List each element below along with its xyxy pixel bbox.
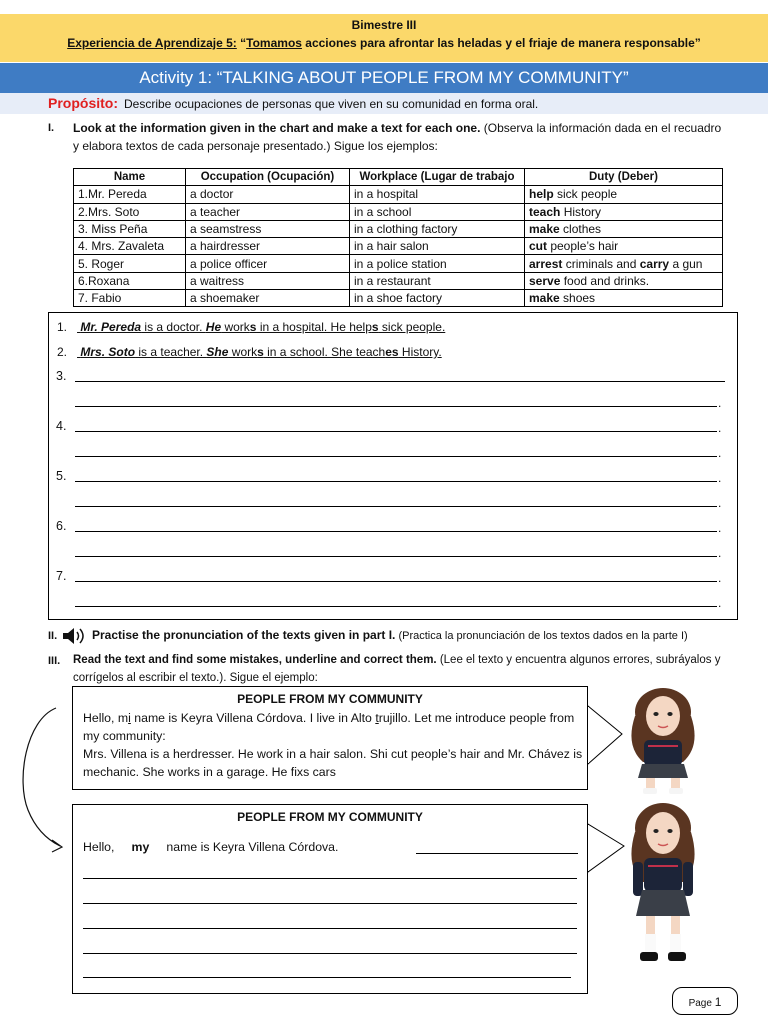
duty-text: people’s hair <box>547 239 619 254</box>
write-line[interactable] <box>75 606 717 607</box>
example-suffix: es <box>385 345 399 359</box>
example-text: work <box>221 320 250 334</box>
activity-title: Activity 1: “TALKING ABOUT PEOPLE FROM MY COMMUNITY” <box>0 63 768 93</box>
write-line[interactable] <box>75 456 717 457</box>
part3-instruction-rest: (Lee el texto y encuentra algunos errores, subráyalos y corrígelos al escribir el texto.). Sigue el ejemplo: <box>73 654 721 684</box>
cell-name: 4. Mrs. Zavaleta <box>74 238 186 255</box>
example-suffix: s <box>257 345 264 359</box>
corrected-text-box <box>72 804 588 994</box>
example-pronoun: She <box>206 345 229 359</box>
chart-header-row <box>74 169 723 186</box>
original-text: Hello, m <box>83 711 129 725</box>
table-row <box>74 220 723 237</box>
part2-instruction-bold: Practise the pronunciation of the texts given in part I. <box>92 628 396 642</box>
cell-occupation: a doctor <box>186 186 350 203</box>
example-suffix: s <box>249 320 257 334</box>
table-row <box>74 290 723 307</box>
cell-duty <box>525 238 723 255</box>
original-text: rujillo. Let me introduce people from my community: <box>83 711 575 743</box>
cell-occupation: a police officer <box>186 255 350 272</box>
example-text: in a school. She teach <box>263 345 386 359</box>
duty-text: shoes <box>559 291 596 306</box>
col-header-name: Name <box>74 169 186 186</box>
purpose-text: Describe ocupaciones de personas que viven en su comunidad en forma oral. <box>124 97 539 111</box>
part2-instruction <box>92 626 742 645</box>
example-name: Mrs. Soto <box>80 345 136 359</box>
part3-numeral: III. <box>48 655 61 667</box>
corrected-word-my: my <box>131 840 150 854</box>
duty-verb: carry <box>639 256 670 271</box>
write-line[interactable] <box>416 853 578 854</box>
duty-verb: make <box>529 222 560 237</box>
cell-name: 2.Mrs. Soto <box>74 203 186 220</box>
cell-occupation: a waitress <box>186 272 350 289</box>
example-text: work <box>228 345 258 359</box>
col-header-workplace: Workplace (Lugar de trabajo <box>350 169 525 186</box>
example-text: sick people. <box>378 320 446 334</box>
duty-verb: serve <box>529 273 561 288</box>
line-end-period: . <box>718 596 722 610</box>
example-number: 2. <box>57 345 68 359</box>
experiencia-first-word: Tomamos <box>246 36 302 50</box>
occupation-chart <box>73 168 723 307</box>
duty-verb: help <box>529 187 554 202</box>
table-row <box>74 272 723 289</box>
experiencia-line <box>0 34 768 52</box>
girl-character-illustration <box>588 686 738 796</box>
cell-duty <box>525 272 723 289</box>
write-line[interactable] <box>83 878 577 879</box>
line-end-period: . <box>718 521 722 535</box>
cell-workplace: in a school <box>350 203 525 220</box>
write-line[interactable] <box>75 431 717 432</box>
girl-character-illustration <box>588 800 738 972</box>
duty-text: food and drinks. <box>560 273 650 288</box>
part1-instruction-bold: Look at the information given in the chart and make a text for each one. <box>73 121 481 135</box>
line-end-period: . <box>718 421 722 435</box>
speaker-icon[interactable] <box>62 627 88 645</box>
write-line[interactable] <box>75 581 717 582</box>
page-label: Page <box>688 998 712 1009</box>
cell-name: 3. Miss Peña <box>74 220 186 237</box>
corrected-box-title: PEOPLE FROM MY COMMUNITY <box>237 810 423 824</box>
example-text: is a doctor. <box>141 320 206 334</box>
cell-workplace: in a clothing factory <box>350 220 525 237</box>
line-end-period: . <box>718 396 722 410</box>
cell-duty <box>525 220 723 237</box>
blank-number-6: 6. <box>56 519 67 533</box>
cell-duty <box>525 255 723 272</box>
header-banner <box>0 14 768 62</box>
example-2 <box>57 343 442 361</box>
cell-duty <box>525 290 723 307</box>
example-pronoun: He <box>205 320 222 334</box>
line-end-period: . <box>718 571 722 585</box>
write-line[interactable] <box>83 977 571 978</box>
cell-name: 5. Roger <box>74 255 186 272</box>
write-line[interactable] <box>75 381 725 382</box>
cell-occupation: a shoemaker <box>186 290 350 307</box>
page-number-badge <box>672 987 738 1015</box>
write-line[interactable] <box>75 406 717 407</box>
duty-verb: teach <box>529 204 561 219</box>
underlined-mistake: i <box>128 711 131 725</box>
write-line[interactable] <box>75 556 717 557</box>
blank-number-4: 4. <box>56 419 67 433</box>
duty-text: criminals and <box>562 256 640 271</box>
duty-text: sick people <box>553 187 618 202</box>
cell-duty <box>525 186 723 203</box>
blank-number-7: 7. <box>56 569 67 583</box>
original-text: Mrs. Villena is a herdresser. He work in a hair salon. Shi cut people’s hair and Mr. Chávez is mechanic. She works in a garage. He fixs cars <box>83 747 583 779</box>
underlined-mistake: t <box>375 711 379 725</box>
write-line[interactable] <box>83 903 577 904</box>
duty-verb: cut <box>529 239 547 254</box>
part1-numeral: I. <box>48 122 55 134</box>
example-text: in a hospital. He help <box>256 320 372 334</box>
cell-name: 6.Roxana <box>74 272 186 289</box>
cell-workplace: in a shoe factory <box>350 290 525 307</box>
write-line[interactable] <box>83 928 577 929</box>
cell-occupation: a teacher <box>186 203 350 220</box>
cell-workplace: in a restaurant <box>350 272 525 289</box>
line-end-period: . <box>718 496 722 510</box>
cell-workplace: in a police station <box>350 255 525 272</box>
purpose-bar <box>0 93 768 114</box>
page-number: 1 <box>714 995 722 1009</box>
write-line[interactable] <box>75 506 717 507</box>
part2-instruction-rest: (Practica la pronunciación de los textos dados en la parte I) <box>395 630 688 642</box>
experiencia-label: Experiencia de Aprendizaje 5: <box>67 36 237 50</box>
experiencia-quote: “ <box>240 36 247 50</box>
cell-name: 7. Fabio <box>74 290 186 307</box>
cell-occupation: a hairdresser <box>186 238 350 255</box>
part3-instruction-bold: Read the text and find some mistakes, underline and correct them. <box>73 654 437 666</box>
table-row <box>74 255 723 272</box>
cell-duty <box>525 203 723 220</box>
table-row <box>74 203 723 220</box>
duty-text: a gun <box>669 256 703 271</box>
duty-text: History <box>560 204 602 219</box>
blank-number-3: 3. <box>56 369 67 383</box>
cell-workplace: in a hospital <box>350 186 525 203</box>
part3-instruction <box>73 651 723 687</box>
part2-numeral: II. <box>48 630 58 642</box>
curved-arrow-icon <box>16 700 76 860</box>
table-row <box>74 186 723 203</box>
duty-verb: arrest <box>529 256 563 271</box>
example-1 <box>57 318 445 336</box>
original-box-title: PEOPLE FROM MY COMMUNITY <box>237 692 423 706</box>
table-row <box>74 238 723 255</box>
line-end-period: . <box>718 546 722 560</box>
original-paragraph <box>83 709 583 781</box>
corrected-text: name is Keyra Villena Córdova. <box>166 840 339 854</box>
corrected-first-line <box>83 838 338 856</box>
part1-instruction <box>73 119 723 155</box>
example-suffix: s <box>371 320 379 334</box>
bimestre-title: Bimestre III <box>351 18 417 32</box>
example-text: is a teacher. <box>135 345 207 359</box>
line-end-period: . <box>718 446 722 460</box>
col-header-duty: Duty (Deber) <box>525 169 723 186</box>
example-number: 1. <box>57 320 68 334</box>
original-text: name is Keyra Villena Córdova. I live in Alto <box>130 711 376 725</box>
experiencia-rest: acciones para afrontar las heladas y el friaje de manera responsable” <box>301 36 701 50</box>
write-line[interactable] <box>83 953 577 954</box>
purpose-label: Propósito: <box>48 95 118 111</box>
cell-occupation: a seamstress <box>186 220 350 237</box>
col-header-occupation: Occupation (Ocupación) <box>186 169 350 186</box>
example-text: History. <box>398 345 442 359</box>
duty-text: clothes <box>559 222 602 237</box>
cell-name: 1.Mr. Pereda <box>74 186 186 203</box>
cell-workplace: in a hair salon <box>350 238 525 255</box>
write-line[interactable] <box>75 481 717 482</box>
part1-instruction-rest: (Observa la información dada en el recuadro y elabora textos de cada personaje presentado.) Sigue los ejemplos: <box>73 121 722 153</box>
blank-number-5: 5. <box>56 469 67 483</box>
write-line[interactable] <box>75 531 717 532</box>
corrected-hello: Hello, <box>83 840 115 854</box>
example-name: Mr. Pereda <box>80 320 142 334</box>
line-end-period: . <box>718 471 722 485</box>
duty-verb: make <box>529 291 560 306</box>
